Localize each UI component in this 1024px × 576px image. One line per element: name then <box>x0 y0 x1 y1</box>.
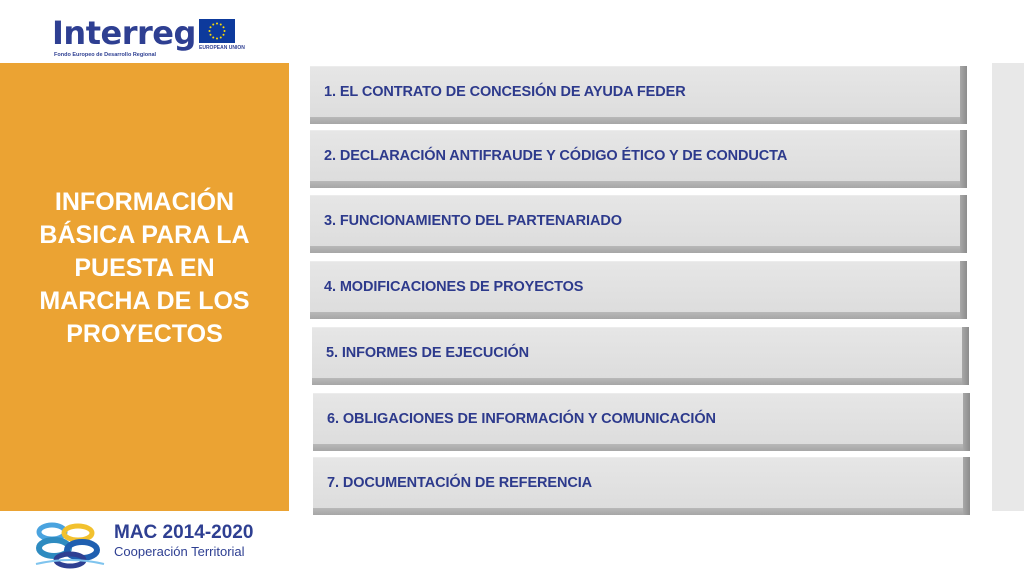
interreg-logo <box>52 14 252 60</box>
program-title: MAC 2014-2020 <box>114 522 254 543</box>
menu-item-shadow <box>313 508 970 515</box>
title-panel <box>0 63 289 511</box>
eu-label: EUROPEAN UNION <box>199 45 245 51</box>
menu-item-label: 5. INFORMES DE EJECUCIÓN <box>326 344 530 361</box>
menu-item-shadow <box>313 444 970 451</box>
section-title: INFORMACIÓN BÁSICA PARA LA PUESTA EN MARCHA DE LOS PROYECTOS <box>39 187 250 348</box>
menu-item-shadow <box>312 378 969 385</box>
menu-item-label: 1. EL CONTRATO DE CONCESIÓN DE AYUDA FEDER <box>324 83 686 100</box>
mac-rings-icon <box>30 520 110 570</box>
menu-item-label: 2. DECLARACIÓN ANTIFRAUDE Y CÓDIGO ÉTICO Y DE CONDUCTA <box>324 147 788 164</box>
menu-item-label: 3. FUNCIONAMIENTO DEL PARTENARIADO <box>324 212 622 229</box>
menu-item-declaracion[interactable] <box>310 130 967 188</box>
menu-item-shadow <box>310 246 967 253</box>
menu-item-shadow <box>960 130 967 188</box>
menu-item-documentacion[interactable] <box>313 457 970 515</box>
interreg-logo-text: Interreg <box>52 14 196 52</box>
menu-item-modificaciones[interactable] <box>310 261 967 319</box>
menu-item-shadow <box>960 66 967 124</box>
menu-item-informes[interactable] <box>312 327 969 385</box>
menu-item-shadow <box>960 195 967 253</box>
menu-item-label: 4. MODIFICACIONES DE PROYECTOS <box>324 278 584 295</box>
menu-item-partenariado[interactable] <box>310 195 967 253</box>
menu-item-label: 7. DOCUMENTACIÓN DE REFERENCIA <box>327 474 592 491</box>
menu-item-contrato[interactable] <box>310 66 967 124</box>
menu-item-label: 6. OBLIGACIONES DE INFORMACIÓN Y COMUNICACIÓN <box>327 410 716 427</box>
menu-item-shadow <box>960 261 967 319</box>
program-subtitle: Cooperación Territorial <box>114 544 245 559</box>
menu-item-shadow <box>310 312 967 319</box>
menu-item-shadow <box>963 393 970 451</box>
interreg-logo-subtitle: Fondo Europeo de Desarrollo Regional <box>54 52 157 58</box>
menu-item-shadow <box>962 327 969 385</box>
eu-flag-icon <box>199 19 235 43</box>
right-decorative-strip <box>992 63 1024 511</box>
menu-item-shadow <box>310 181 967 188</box>
menu-item-shadow <box>310 117 967 124</box>
mac-logo <box>30 520 270 570</box>
menu-item-obligaciones[interactable] <box>313 393 970 451</box>
menu-item-shadow <box>963 457 970 515</box>
